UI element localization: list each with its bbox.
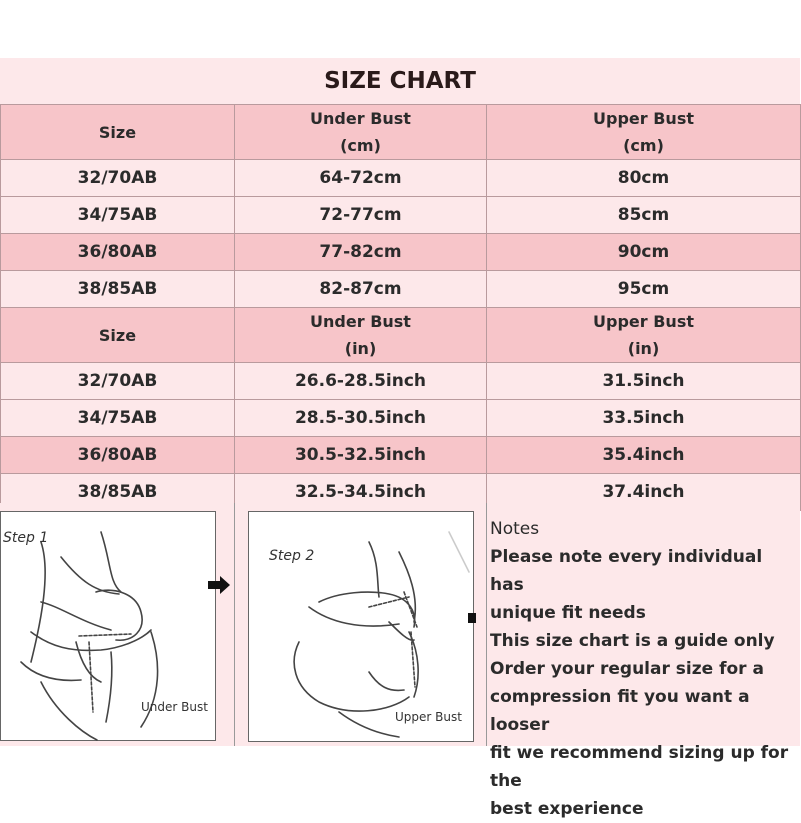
header-upper-bust bbox=[487, 308, 801, 363]
cell-under-bust: 26.6-28.5inch bbox=[235, 363, 487, 400]
notes-line: This size chart is a guide only bbox=[490, 631, 775, 651]
header-under-bust-unit: (in) bbox=[344, 339, 377, 358]
step2-label: Step 2 bbox=[269, 548, 315, 564]
notes-line: unique fit needs bbox=[490, 603, 646, 623]
divider bbox=[486, 503, 487, 746]
header-under-bust-unit: (cm) bbox=[340, 136, 381, 155]
cell-size: 38/85AB bbox=[1, 474, 235, 511]
arrow-right-icon bbox=[206, 575, 232, 595]
cell-upper-bust: 85cm bbox=[487, 197, 801, 234]
table-row bbox=[1, 437, 801, 474]
table-header-in bbox=[1, 308, 801, 363]
table-row bbox=[1, 234, 801, 271]
cell-under-bust: 82-87cm bbox=[235, 271, 487, 308]
cell-upper-bust: 90cm bbox=[487, 234, 801, 271]
step2-measure-label: Upper Bust bbox=[395, 710, 462, 724]
header-upper-bust bbox=[487, 105, 801, 160]
header-size: Size bbox=[1, 308, 235, 363]
notes-heading: Notes bbox=[490, 519, 540, 539]
cell-upper-bust: 33.5inch bbox=[487, 400, 801, 437]
notes-line: Order your regular size for a bbox=[490, 659, 764, 679]
notes-line: fit we recommend sizing up for the bbox=[490, 743, 789, 791]
header-under-bust-label: Under Bust bbox=[310, 109, 411, 128]
header-under-bust bbox=[235, 105, 487, 160]
cell-upper-bust: 37.4inch bbox=[487, 474, 801, 511]
notes-section bbox=[490, 515, 800, 823]
cell-under-bust: 72-77cm bbox=[235, 197, 487, 234]
cell-under-bust: 64-72cm bbox=[235, 160, 487, 197]
table-header-cm bbox=[1, 105, 801, 160]
cell-size: 38/85AB bbox=[1, 271, 235, 308]
table-row bbox=[1, 363, 801, 400]
step2-illustration bbox=[248, 511, 474, 742]
size-chart-table bbox=[0, 104, 801, 511]
header-upper-bust-label: Upper Bust bbox=[593, 109, 694, 128]
cell-under-bust: 32.5-34.5inch bbox=[235, 474, 487, 511]
marker-icon bbox=[468, 613, 476, 623]
cell-upper-bust: 80cm bbox=[487, 160, 801, 197]
header-upper-bust-unit: (in) bbox=[627, 339, 660, 358]
step1-illustration bbox=[0, 511, 216, 741]
header-size: Size bbox=[1, 105, 235, 160]
cell-under-bust: 77-82cm bbox=[235, 234, 487, 271]
table-row bbox=[1, 160, 801, 197]
cell-upper-bust: 35.4inch bbox=[487, 437, 801, 474]
header-upper-bust-unit: (cm) bbox=[623, 136, 664, 155]
notes-line: best experience bbox=[490, 799, 644, 819]
divider bbox=[234, 503, 235, 746]
header-under-bust-label: Under Bust bbox=[310, 312, 411, 331]
cell-upper-bust: 31.5inch bbox=[487, 363, 801, 400]
header-under-bust bbox=[235, 308, 487, 363]
step2-figure-icon bbox=[249, 512, 475, 743]
notes-line: compression fit you want a looser bbox=[490, 687, 750, 735]
cell-upper-bust: 95cm bbox=[487, 271, 801, 308]
notes-line: Please note every individual has bbox=[490, 547, 763, 595]
table-row bbox=[1, 400, 801, 437]
cell-under-bust: 30.5-32.5inch bbox=[235, 437, 487, 474]
page-title: SIZE CHART bbox=[0, 58, 800, 104]
table-row bbox=[1, 197, 801, 234]
step1-label: Step 1 bbox=[3, 530, 49, 546]
cell-size: 36/80AB bbox=[1, 234, 235, 271]
step1-measure-label: Under Bust bbox=[141, 700, 208, 714]
cell-size: 32/70AB bbox=[1, 363, 235, 400]
cell-under-bust: 28.5-30.5inch bbox=[235, 400, 487, 437]
cell-size: 36/80AB bbox=[1, 437, 235, 474]
cell-size: 32/70AB bbox=[1, 160, 235, 197]
table-row bbox=[1, 271, 801, 308]
cell-size: 34/75AB bbox=[1, 197, 235, 234]
header-upper-bust-label: Upper Bust bbox=[593, 312, 694, 331]
cell-size: 34/75AB bbox=[1, 400, 235, 437]
